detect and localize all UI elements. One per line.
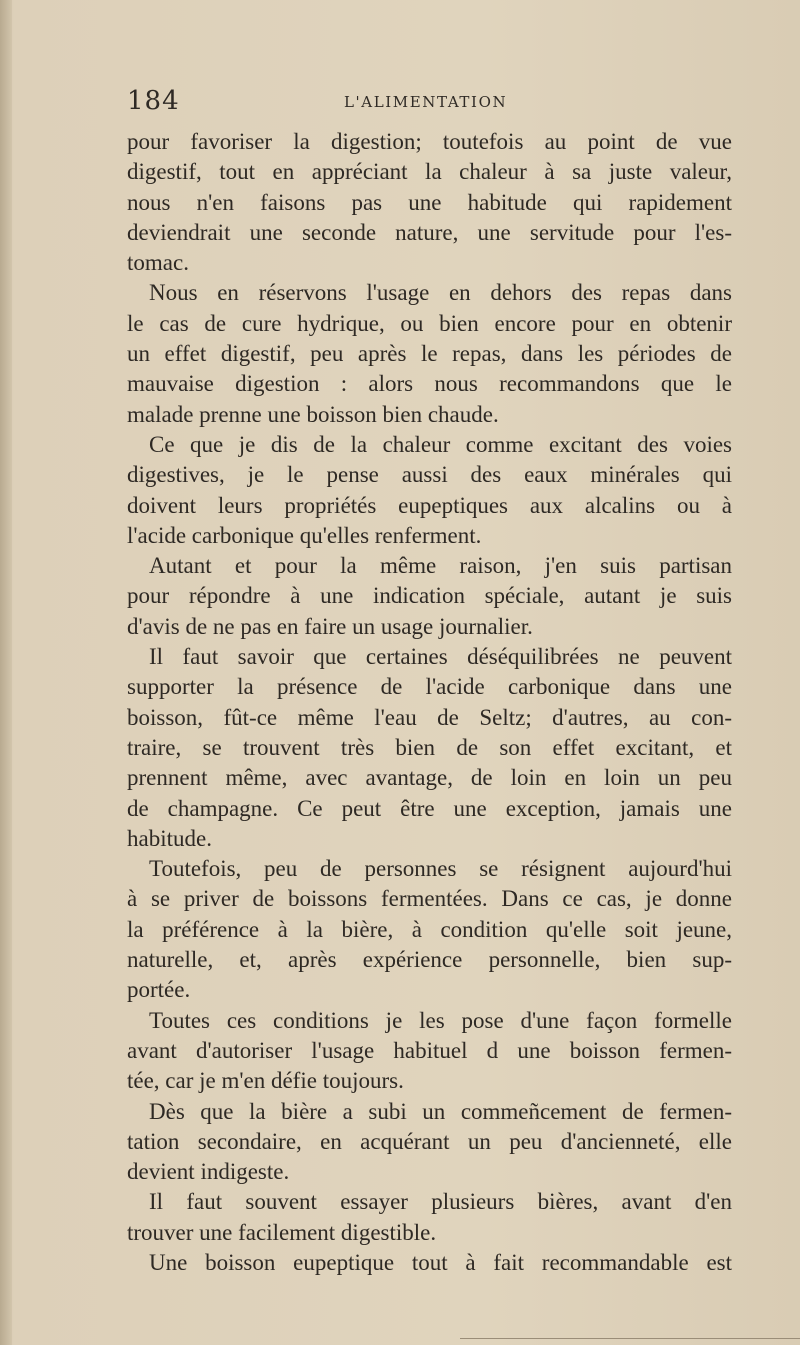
text-line: à se priver de boissons fermentées. Dans ce cas, je donne xyxy=(127,886,732,912)
text-line: deviendrait une seconde nature, une servitude pour l'es- xyxy=(127,219,732,245)
text-line: Une boisson eupeptique tout à fait recommandable est xyxy=(149,1249,732,1275)
text-line: l'acide carbonique qu'elles renferment. xyxy=(127,522,482,548)
text-line: un effet digestif, peu après le repas, dans les périodes de xyxy=(127,341,732,367)
text-line: Il faut souvent essayer plusieurs bières, avant d'en xyxy=(149,1189,732,1215)
text-line: doivent leurs propriétés eupeptiques aux alcalins ou à xyxy=(127,492,732,518)
text-line: supporter la présence de l'acide carbonique dans une xyxy=(127,674,732,700)
text-line: Nous en réservons l'usage en dehors des repas dans xyxy=(149,280,732,306)
text-line: digestif, tout en appréciant la chaleur à sa juste valeur, xyxy=(127,159,732,185)
text-line: Ce que je dis de la chaleur comme excitant des voies xyxy=(149,431,732,457)
text-line: tomac. xyxy=(127,250,189,276)
text-line: Toutes ces conditions je les pose d'une façon formelle xyxy=(149,1007,732,1033)
text-line: Autant et pour la même raison, j'en suis partisan xyxy=(149,553,732,579)
text-line: Dès que la bière a subi un commeñcement de fermen- xyxy=(149,1098,732,1124)
text-line: traire, se trouvent très bien de son effet excitant, et xyxy=(127,734,732,760)
text-line: habitude. xyxy=(127,825,212,851)
text-line: Il faut savoir que certaines déséquilibrées ne peuvent xyxy=(149,644,732,670)
text-line: tation secondaire, en acquérant un peu d'ancienneté, elle xyxy=(127,1128,732,1154)
page-number: 184 xyxy=(127,86,180,116)
text-line: malade prenne une boisson bien chaude. xyxy=(127,401,499,427)
text-line: prennent même, avec avantage, de loin en loin un peu xyxy=(127,765,732,791)
text-line: Toutefois, peu de personnes se résignent aujourd'hui xyxy=(149,856,732,882)
text-line: tée, car je m'en défie toujours. xyxy=(127,1068,404,1094)
text-line: mauvaise digestion : alors nous recommandons que le xyxy=(127,371,732,397)
text-line: boisson, fût-ce même l'eau de Seltz; d'autres, au con- xyxy=(127,704,732,730)
text-line: avant d'autoriser l'usage habituel d une boisson fermen- xyxy=(127,1037,732,1063)
text-line: pour favoriser la digestion; toutefois au point de vue xyxy=(127,129,732,154)
text-line: nous n'en faisons pas une habitude qui rapidement xyxy=(127,189,732,215)
text-line: d'avis de ne pas en faire un usage journalier. xyxy=(127,613,533,639)
running-title: L'ALIMENTATION xyxy=(344,93,508,111)
page-header xyxy=(127,86,732,116)
text-line: naturelle, et, après expérience personnelle, bien sup- xyxy=(127,947,732,973)
text-line: de champagne. Ce peut être une exception, jamais une xyxy=(127,795,732,821)
text-line: trouver une facilement digestible. xyxy=(127,1219,437,1245)
page-binding-edge xyxy=(0,0,12,1345)
text-line: digestives, je le pense aussi des eaux minérales qui xyxy=(127,462,732,488)
body-text xyxy=(127,127,732,1278)
text-line: pour répondre à une indication spéciale, autant je suis xyxy=(127,583,732,609)
page-bottom-edge xyxy=(460,1338,800,1339)
text-line: le cas de cure hydrique, ou bien encore pour en obtenir xyxy=(127,310,732,336)
text-line: portée. xyxy=(127,977,191,1003)
text-line: devient indigeste. xyxy=(127,1159,290,1185)
text-line: la préférence à la bière, à condition qu'elle soit jeune, xyxy=(127,916,732,942)
